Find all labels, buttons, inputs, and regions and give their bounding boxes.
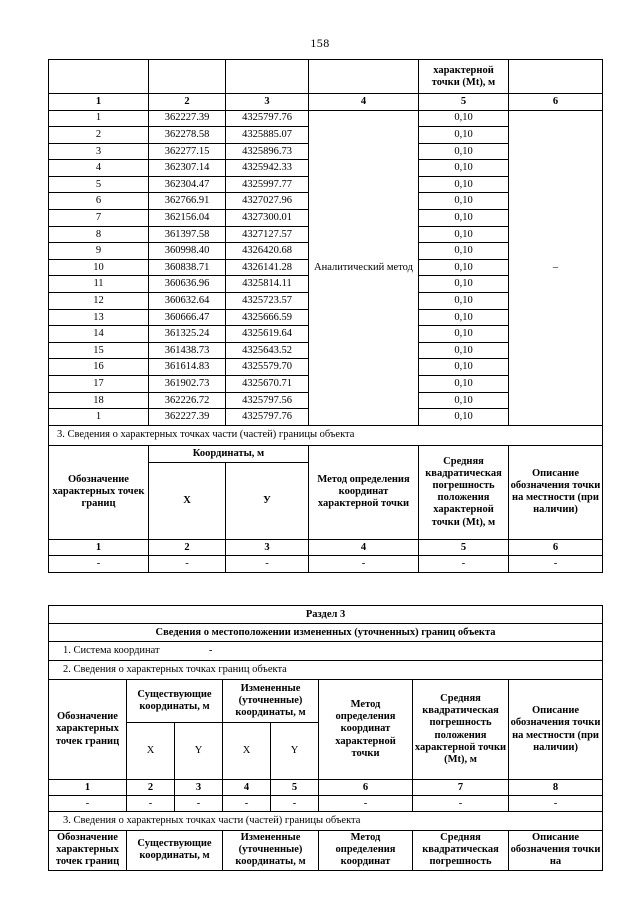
column-number-2: 2	[127, 780, 175, 796]
coordinate-system-label: 1. Система координат	[63, 645, 160, 657]
point-label: 15	[49, 342, 149, 359]
column-number-6: 6	[319, 780, 413, 796]
point-label: 14	[49, 326, 149, 343]
point-mt: 0,10	[419, 342, 509, 359]
point-x: 360632.64	[149, 293, 226, 310]
point-x: 360838.71	[149, 259, 226, 276]
column-number-1: 1	[49, 780, 127, 796]
header-cell-empty-2	[149, 60, 226, 94]
point-x: 362227.39	[149, 110, 226, 127]
razdel-3-table	[48, 605, 603, 871]
point-y: 4325814.11	[226, 276, 309, 293]
column-number-4: 4	[223, 780, 271, 796]
empty-value: -	[319, 796, 413, 812]
column-number-3: 3	[226, 94, 309, 111]
point-x: 362227.39	[149, 409, 226, 426]
column-number-6: 6	[509, 539, 603, 556]
razdel3-item2-row	[49, 661, 603, 680]
column-number-7: 7	[413, 780, 509, 796]
point-y: 4325885.07	[226, 127, 309, 144]
empty-value: -	[509, 796, 603, 812]
header-y: У	[226, 462, 309, 539]
point-mt: 0,10	[419, 259, 509, 276]
column-number-4: 4	[309, 94, 419, 111]
razdel3-title: Раздел 3	[49, 606, 603, 624]
point-y: 4326420.68	[226, 243, 309, 260]
point-label: 6	[49, 193, 149, 210]
razdel3-item1-row	[49, 642, 603, 661]
razdel3-empty-row	[49, 796, 603, 812]
header-cell-empty-4	[309, 60, 419, 94]
empty-value: -	[49, 556, 149, 573]
column-number-8: 8	[509, 780, 603, 796]
empty-value: -	[271, 796, 319, 812]
empty-value: -	[49, 796, 127, 812]
point-y: 4326141.28	[226, 259, 309, 276]
empty-value: -	[226, 556, 309, 573]
page-number: 158	[310, 36, 330, 50]
point-y: 4325797.76	[226, 110, 309, 127]
point-x: 361902.73	[149, 376, 226, 393]
point-mt: 0,10	[419, 276, 509, 293]
point-label: 1	[49, 110, 149, 127]
point-y: 4325997.77	[226, 176, 309, 193]
point-mt: 0,10	[419, 409, 509, 426]
point-mt: 0,10	[419, 143, 509, 160]
empty-value: -	[309, 556, 419, 573]
point-mt: 0,10	[419, 309, 509, 326]
header-point-label: Обозначение характерных точек границ	[49, 445, 149, 539]
header-method: Метод определения координат	[319, 831, 413, 871]
point-y: 4325579.70	[226, 359, 309, 376]
point-mt: 0,10	[419, 376, 509, 393]
header-description: Описание обозначения точки на местности (при наличии)	[509, 680, 603, 780]
point-label: 17	[49, 376, 149, 393]
column-number-1: 1	[49, 539, 149, 556]
point-y: 4325942.33	[226, 160, 309, 177]
header-cell-empty-6	[509, 60, 603, 94]
column-number-5: 5	[419, 539, 509, 556]
header-cell-empty-1	[49, 60, 149, 94]
header-mt: Средняя квадратическая погрешность	[413, 831, 509, 871]
column-number-3: 3	[226, 539, 309, 556]
point-x: 362277.15	[149, 143, 226, 160]
header-existing-coords: Существующие координаты, м	[127, 831, 223, 871]
point-label: 16	[49, 359, 149, 376]
section3-column-number-row	[49, 539, 603, 556]
razdel3-header2-row	[49, 831, 603, 871]
point-label: 8	[49, 226, 149, 243]
point-x: 360998.40	[149, 243, 226, 260]
coordinate-system-row	[49, 642, 603, 661]
empty-value: -	[509, 556, 603, 573]
point-x: 360636.96	[149, 276, 226, 293]
point-x: 362226.72	[149, 392, 226, 409]
column-number-2: 2	[149, 94, 226, 111]
razdel3-column-number-row	[49, 780, 603, 796]
point-mt: 0,10	[419, 326, 509, 343]
point-x: 361397.58	[149, 226, 226, 243]
column-number-5: 5	[271, 780, 319, 796]
column-number-5: 5	[419, 94, 509, 111]
point-label: 4	[49, 160, 149, 177]
point-y: 4325723.57	[226, 293, 309, 310]
header-description: Описание обозначения точки на	[509, 831, 603, 871]
point-x: 362304.47	[149, 176, 226, 193]
empty-value: -	[175, 796, 223, 812]
section3-header-row-1	[49, 445, 603, 462]
point-x: 361438.73	[149, 342, 226, 359]
point-mt: 0,10	[419, 193, 509, 210]
point-mt: 0,10	[419, 176, 509, 193]
point-mt: 0,10	[419, 359, 509, 376]
section3-title-row	[49, 425, 603, 445]
header-changed-x: Х	[223, 723, 271, 780]
point-mt: 0,10	[419, 243, 509, 260]
column-number-1: 1	[49, 94, 149, 111]
description-cell: –	[509, 110, 603, 425]
point-mt: 0,10	[419, 210, 509, 227]
point-x: 362156.04	[149, 210, 226, 227]
point-mt: 0,10	[419, 160, 509, 177]
column-number-4: 4	[309, 539, 419, 556]
header-point-label: Обозначение характерных точек границ	[49, 680, 127, 780]
method-cell: Аналитический метод	[309, 110, 419, 425]
header-changed-coords: Измененные (уточненные) координаты, м	[223, 831, 319, 871]
point-label: 7	[49, 210, 149, 227]
point-label: 13	[49, 309, 149, 326]
point-x: 361614.83	[149, 359, 226, 376]
point-label: 18	[49, 392, 149, 409]
coordinate-system-value: -	[208, 645, 213, 657]
coordinate-points-table	[48, 59, 603, 573]
point-y: 4325797.76	[226, 409, 309, 426]
point-y: 4325666.59	[226, 309, 309, 326]
point-x: 362766.91	[149, 193, 226, 210]
point-label: 2	[49, 127, 149, 144]
header-cell-empty-3	[226, 60, 309, 94]
point-mt: 0,10	[419, 392, 509, 409]
razdel3-title-row	[49, 606, 603, 624]
header-method: Метод определения координат характерной точки	[309, 445, 419, 539]
column-number-3: 3	[175, 780, 223, 796]
point-y: 4325643.52	[226, 342, 309, 359]
point-label: 11	[49, 276, 149, 293]
header-mt: Средняя квадратическая погрешность положения характерной точки (Mt), м	[419, 445, 509, 539]
header-mt: Средняя квадратическая погрешность положения характерной точки (Mt), м	[413, 680, 509, 780]
header-x: Х	[149, 462, 226, 539]
column-number-2: 2	[149, 539, 226, 556]
point-x: 362307.14	[149, 160, 226, 177]
header-cell-mt: характерной точки (Mt), м	[419, 60, 509, 94]
section3-title: 3. Сведения о характерных точках части (частей) границы объекта	[49, 425, 603, 445]
empty-value: -	[413, 796, 509, 812]
razdel3-header-row-1	[49, 680, 603, 723]
razdel3-subtitle-row	[49, 624, 603, 642]
header-method: Метод определения координат характерной точки	[319, 680, 413, 780]
table-row	[49, 110, 603, 127]
empty-value: -	[149, 556, 226, 573]
point-label: 10	[49, 259, 149, 276]
point-y: 4325896.73	[226, 143, 309, 160]
razdel3-subtitle: Сведения о местоположении измененных (уточненных) границ объекта	[49, 624, 603, 642]
empty-value: -	[419, 556, 509, 573]
header-existing-x: Х	[127, 723, 175, 780]
point-y: 4325797.56	[226, 392, 309, 409]
empty-value: -	[127, 796, 175, 812]
point-y: 4325619.64	[226, 326, 309, 343]
point-y: 4327027.96	[226, 193, 309, 210]
point-mt: 0,10	[419, 293, 509, 310]
header-changed-coords: Измененные (уточненные) координаты, м	[223, 680, 319, 723]
point-mt: 0,10	[419, 226, 509, 243]
point-y: 4325670.71	[226, 376, 309, 393]
point-x: 360666.47	[149, 309, 226, 326]
header-existing-coords: Существующие координаты, м	[127, 680, 223, 723]
header-point-label: Обозначение характерных точек границ	[49, 831, 127, 871]
header-existing-y: Y	[175, 723, 223, 780]
header-description: Описание обозначения точки на местности (при наличии)	[509, 445, 603, 539]
point-label: 3	[49, 143, 149, 160]
point-label: 9	[49, 243, 149, 260]
item3-label: 3. Сведения о характерных точках части (частей) границы объекта	[49, 812, 603, 831]
header-changed-y: Y	[271, 723, 319, 780]
section3-empty-row	[49, 556, 603, 573]
point-label: 12	[49, 293, 149, 310]
point-label: 1	[49, 409, 149, 426]
column-number-6: 6	[509, 94, 603, 111]
item2-label: 2. Сведения о характерных точках границ объекта	[49, 661, 603, 680]
column-number-row	[49, 94, 603, 111]
point-mt: 0,10	[419, 110, 509, 127]
point-y: 4327127.57	[226, 226, 309, 243]
table-header-continued-row	[49, 60, 603, 94]
point-mt: 0,10	[419, 127, 509, 144]
point-x: 362278.58	[149, 127, 226, 144]
point-x: 361325.24	[149, 326, 226, 343]
empty-value: -	[223, 796, 271, 812]
header-coordinates-group: Координаты, м	[149, 445, 309, 462]
point-label: 5	[49, 176, 149, 193]
point-y: 4327300.01	[226, 210, 309, 227]
razdel3-item3-row	[49, 812, 603, 831]
